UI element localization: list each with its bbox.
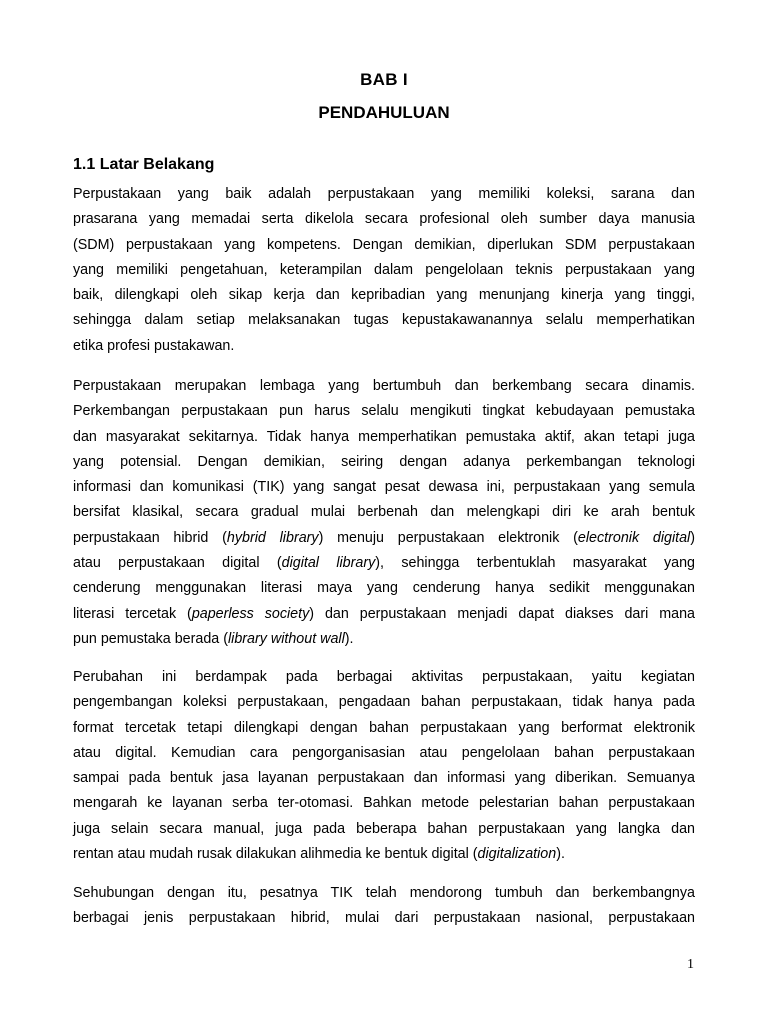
text-segment: ). (344, 630, 354, 647)
text-line: Perkembangan perpustakaan pun harus selalu mengikuti tingkat kebudayaan pemustaka (73, 403, 695, 420)
chapter-number: BAB I (360, 70, 408, 89)
text-segment: pun pemustaka berada ( (73, 630, 228, 647)
text-line: cenderung menggunakan literasi maya yang cenderung hanya sedikit menggunakan (73, 580, 695, 597)
text-line (73, 602, 695, 627)
italic-term: paperless society (191, 605, 310, 622)
text-line: prasarana yang memadai serta dikelola secara profesional oleh sumber daya manusia (73, 211, 695, 228)
text-segment: ) menuju perpustakaan elektronik ( (318, 529, 578, 546)
text-segment: atau perpustakaan digital ( (73, 555, 282, 572)
italic-term: digital library (281, 555, 376, 572)
text-line (73, 526, 695, 551)
text-line: etika profesi pustakawan. (73, 337, 235, 354)
text-line: pengembangan koleksi perpustakaan, pengadaan bahan perpustakaan, tidak hanya pada (73, 694, 695, 711)
italic-term: hybrid library (226, 529, 319, 546)
italic-term: library without wall (227, 630, 345, 647)
text-line (73, 551, 695, 576)
italic-term: electronik digital (577, 529, 691, 546)
text-segment: ) (690, 529, 695, 546)
text-segment: ), sehingga terbentuklah masyarakat yang (375, 555, 695, 572)
text-line: format tercetak tetapi dilengkapi dengan bahan perpustakaan yang berformat elektronik (73, 719, 695, 736)
paragraph-2 (73, 374, 695, 652)
paragraph-1 (73, 182, 695, 359)
text-line: Perpustakaan yang baik adalah perpustakaan yang memiliki koleksi, sarana dan (73, 186, 695, 202)
text-line (73, 842, 695, 867)
text-line: juga selain secara manual, juga pada beberapa bahan perpustakaan yang langka dan (73, 820, 695, 837)
text-line: atau digital. Kemudian cara pengorganisasian atau pengelolaan bahan perpustakaan (73, 744, 695, 761)
text-line: yang memiliki pengetahuan, keterampilan dalam pengelolaan teknis perpustakaan yang (73, 261, 695, 278)
text-line: baik, dilengkapi oleh sikap kerja dan kepribadian yang menunjang kinerja yang tinggi, (73, 287, 695, 304)
text-line: Perpustakaan merupakan lembaga yang bertumbuh dan berkembang secara dinamis. (73, 378, 695, 394)
text-segment: rentan atau mudah rusak dilakukan alihmedia ke bentuk digital ( (73, 846, 478, 863)
italic-term: digitalization (477, 846, 557, 863)
text-segment: ) dan perpustakaan menjadi dapat diakses dari mana (309, 605, 696, 622)
text-line: Perubahan ini berdampak pada berbagai aktivitas perpustakaan, yaitu kegiatan (73, 669, 695, 685)
paragraph-4 (73, 881, 695, 932)
text-line: Sehubungan dengan itu, pesatnya TIK telah mendorong tumbuh dan berkembangnya (73, 885, 695, 901)
text-line: (SDM) perpustakaan yang kompetens. Dengan demikian, diperlukan SDM perpustakaan (73, 236, 695, 253)
text-segment: literasi tercetak ( (73, 605, 192, 622)
page-number: 1 (687, 957, 694, 972)
text-line: sehingga dalam setiap melaksanakan tugas kepustakawanannya selalu memperhatikan (73, 312, 695, 329)
paragraph-3 (73, 665, 695, 867)
text-line: sampai pada bentuk jasa layanan perpustakaan dan informasi yang diberikan. Semuanya (73, 770, 695, 787)
text-line: dan masyarakat sekitarnya. Tidak hanya memperhatikan pemustaka aktif, akan tetapi juga (73, 428, 695, 445)
text-line: yang potensial. Dengan demikian, seiring dengan adanya perkembangan teknologi (73, 453, 695, 470)
text-line: mengarah ke layanan serba ter-otomasi. Bahkan metode pelestarian bahan perpustakaan (73, 795, 695, 812)
text-segment: ). (556, 846, 565, 863)
text-line: bersifat klasikal, secara gradual mulai berbenah dan melengkapi diri ke arah bentuk (73, 504, 695, 521)
chapter-title: PENDAHULUAN (318, 103, 450, 122)
section-heading: 1.1 Latar Belakang (73, 156, 215, 173)
text-segment: perpustakaan hibrid ( (73, 529, 227, 546)
text-line: berbagai jenis perpustakaan hibrid, mulai dari perpustakaan nasional, perpustakaan (73, 910, 695, 927)
text-line (73, 627, 695, 652)
text-line: informasi dan komunikasi (TIK) yang sangat pesat dewasa ini, perpustakaan yang semula (73, 479, 695, 496)
